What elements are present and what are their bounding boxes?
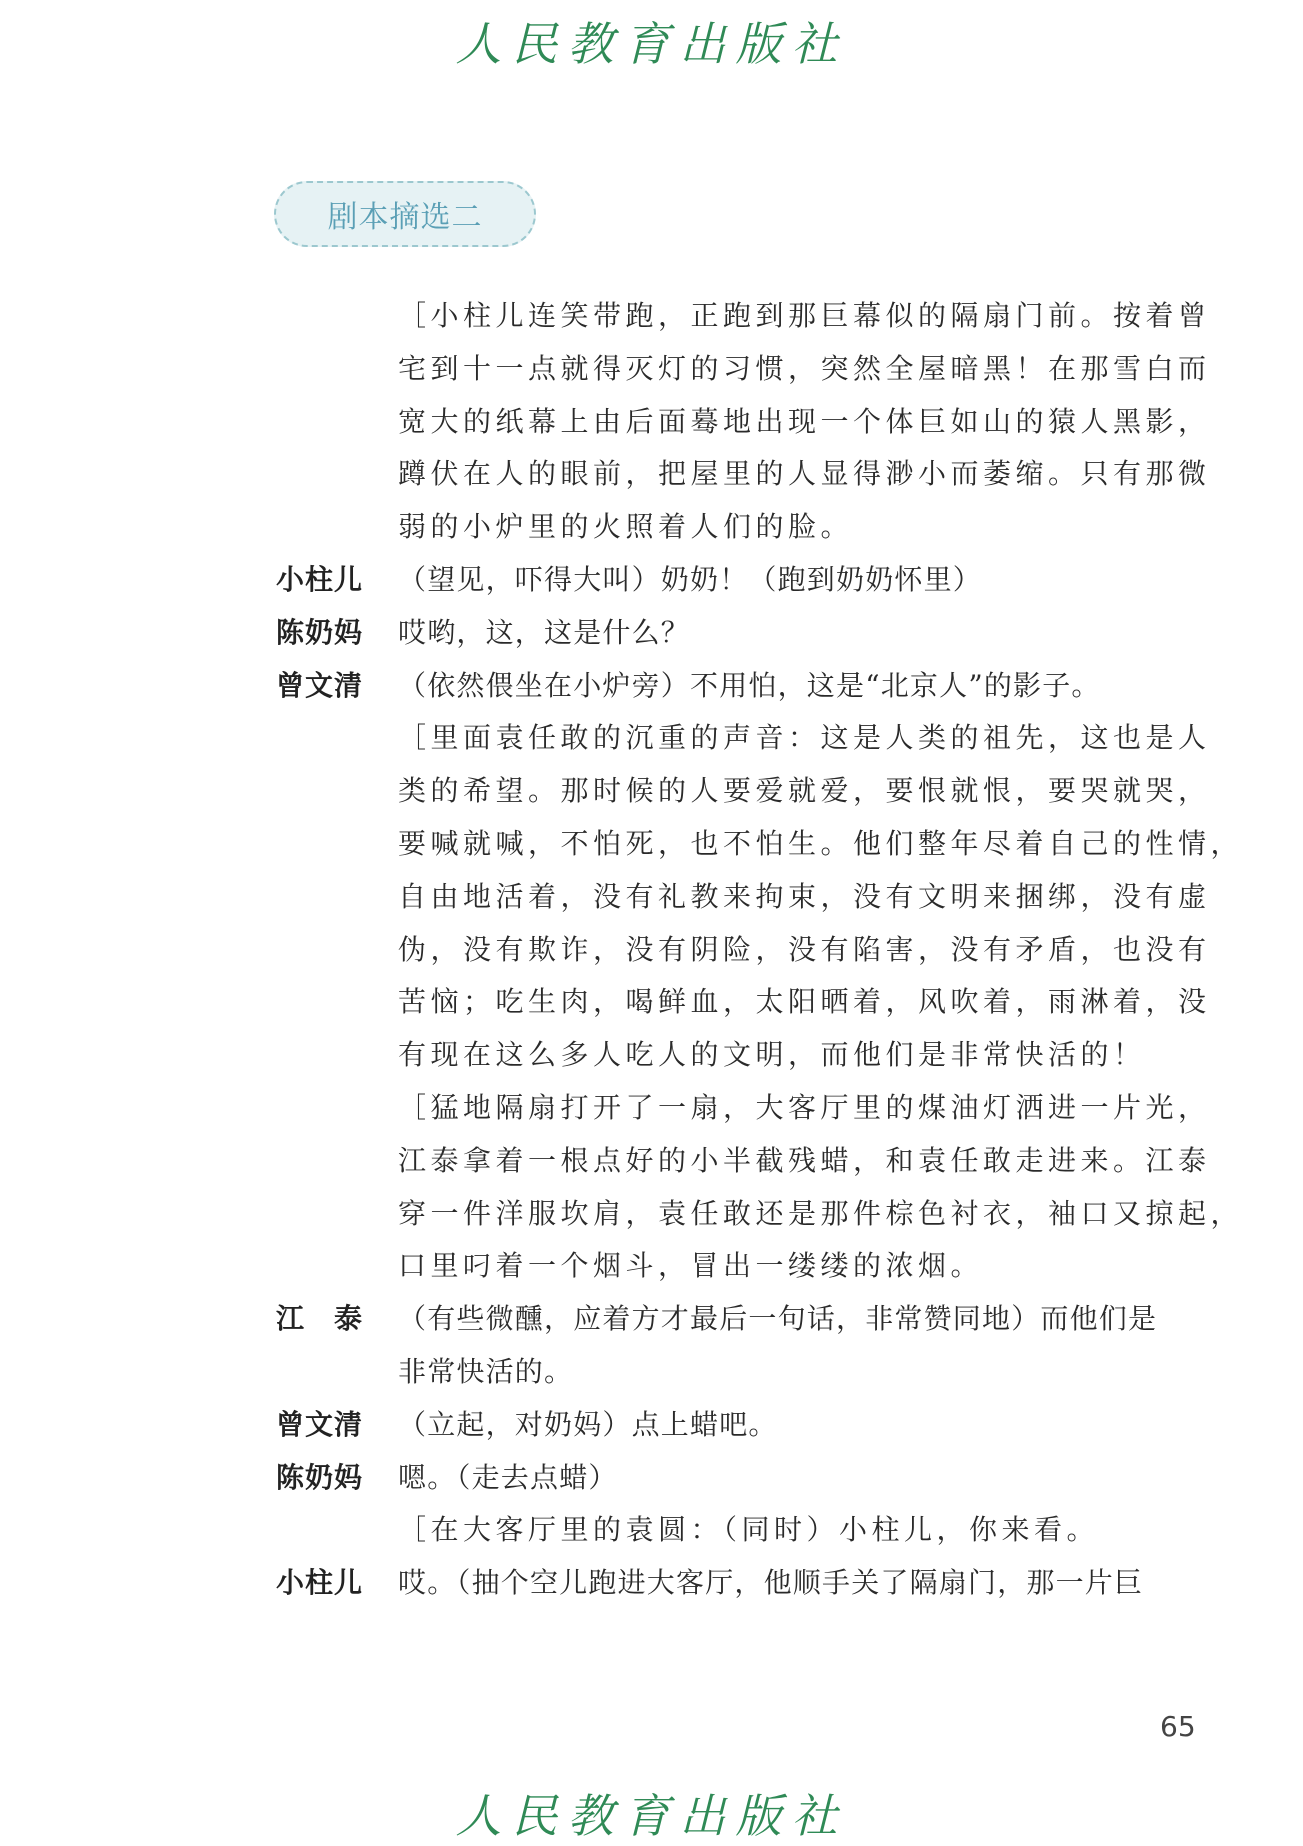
script-line [276,660,1176,713]
speaker-name: 曾文清 [276,1407,364,1441]
script-line [276,871,1211,924]
speaker-name: 陈奶妈 [276,1460,364,1494]
stage-direction-text: 穿一件洋服坎肩，袁任敢还是那件棕色衬衣，袖口又掠起， [398,1196,1244,1230]
section-tag-label: 剧本摘选二 [327,200,483,235]
script-line [276,290,1211,343]
section-tag [274,181,536,247]
script-line [276,712,1211,765]
speaker-name: 小柱儿 [276,1566,364,1600]
stage-direction-text: ［小柱儿连笑带跑，正跑到那巨幕似的隔扇门前。按着曾 [398,299,1211,332]
script-line [276,1135,1211,1188]
script-line [276,1082,1211,1135]
stage-direction-text: ［在大客厅里的袁圆：（同时）小柱儿，你来看。 [398,1513,1100,1547]
stage-direction-text: 类的希望。那时候的人要爱就爱，要恨就恨，要哭就哭， [398,774,1211,808]
dialogue-text: 非常快活的。 [398,1354,574,1388]
script-line [276,1240,1176,1293]
page-number: 65 [1160,1710,1196,1743]
script-line [276,818,1244,871]
stage-direction-text: 弱的小炉里的火照着人们的脸。 [398,510,854,544]
script-line [276,448,1211,501]
script-line [276,976,1211,1029]
script-line [276,765,1211,818]
script-line [276,1029,1176,1082]
dialogue-text: 哎哟，这，这是什么？ [398,615,691,649]
publisher-logo-top: 人民教育出版社 [455,17,848,71]
dialogue-text: 哎。（抽个空儿跑进大客厅，他顺手关了隔扇门，那一片巨 [398,1566,1144,1600]
script-line [276,1399,1176,1452]
dialogue-text: （望见，吓得大叫）奶奶！（跑到奶奶怀里） [398,562,983,596]
script-line [276,396,1211,449]
script-line [276,924,1211,977]
script-line [276,607,1176,660]
stage-direction-text: ［里面袁任敢的沉重的声音：这是人类的祖先，这也是人 [398,721,1211,755]
stage-direction-text: 苦恼；吃生肉，喝鲜血，太阳晒着，风吹着，雨淋着，没 [398,985,1211,1019]
script-line [276,1293,1176,1346]
script-line [276,1188,1244,1241]
speaker-name: 曾文清 [276,668,364,702]
speaker-name: 小柱儿 [276,562,364,596]
stage-direction-text: 江泰拿着一根点好的小半截残蜡，和袁任敢走进来。江泰 [398,1143,1211,1177]
stage-direction-text: 宅到十一点就得灭灯的习惯，突然全屋暗黑！在那雪白而 [398,351,1211,385]
speaker-name: 江 泰 [276,1302,364,1336]
script-line [276,1346,1176,1399]
script-line [276,554,1176,607]
script-line [276,1504,1176,1557]
stage-direction-text: 口里叼着一个烟斗，冒出一缕缕的浓烟。 [398,1249,984,1283]
stage-direction-text: 蹲伏在人的眼前，把屋里的人显得渺小而萎缩。只有那微 [398,457,1211,491]
script-line [276,1557,1176,1610]
dialogue-text: 嗯。（走去点蜡） [398,1460,618,1494]
publisher-logo-bottom: 人民教育出版社 [455,1789,848,1843]
speaker-name: 陈奶妈 [276,615,364,649]
script-line [276,501,1176,554]
stage-direction-text: ［猛地隔扇打开了一扇，大客厅里的煤油灯洒进一片光， [398,1090,1211,1124]
stage-direction-text: 有现在这么多人吃人的文明，而他们是非常快活的！ [398,1038,1146,1072]
script-body [276,290,1244,1610]
dialogue-text: （依然偎坐在小炉旁）不用怕，这是“北京人”的影子。 [398,668,1101,702]
script-line [276,1452,1176,1505]
dialogue-text: （有些微醺，应着方才最后一句话，非常赞同地）而他们是 [398,1302,1158,1336]
stage-direction-text: 自由地活着，没有礼教来拘束，没有文明来捆绑，没有虚 [398,879,1211,913]
stage-direction-text: 宽大的纸幕上由后面蓦地出现一个体巨如山的猿人黑影， [398,404,1211,438]
script-line [276,343,1211,396]
dialogue-text: （立起，对奶妈）点上蜡吧。 [398,1407,778,1441]
stage-direction-text: 伪，没有欺诈，没有阴险，没有陷害，没有矛盾，也没有 [398,932,1211,966]
stage-direction-text: 要喊就喊，不怕死，也不怕生。他们整年尽着自己的性情， [398,826,1244,860]
